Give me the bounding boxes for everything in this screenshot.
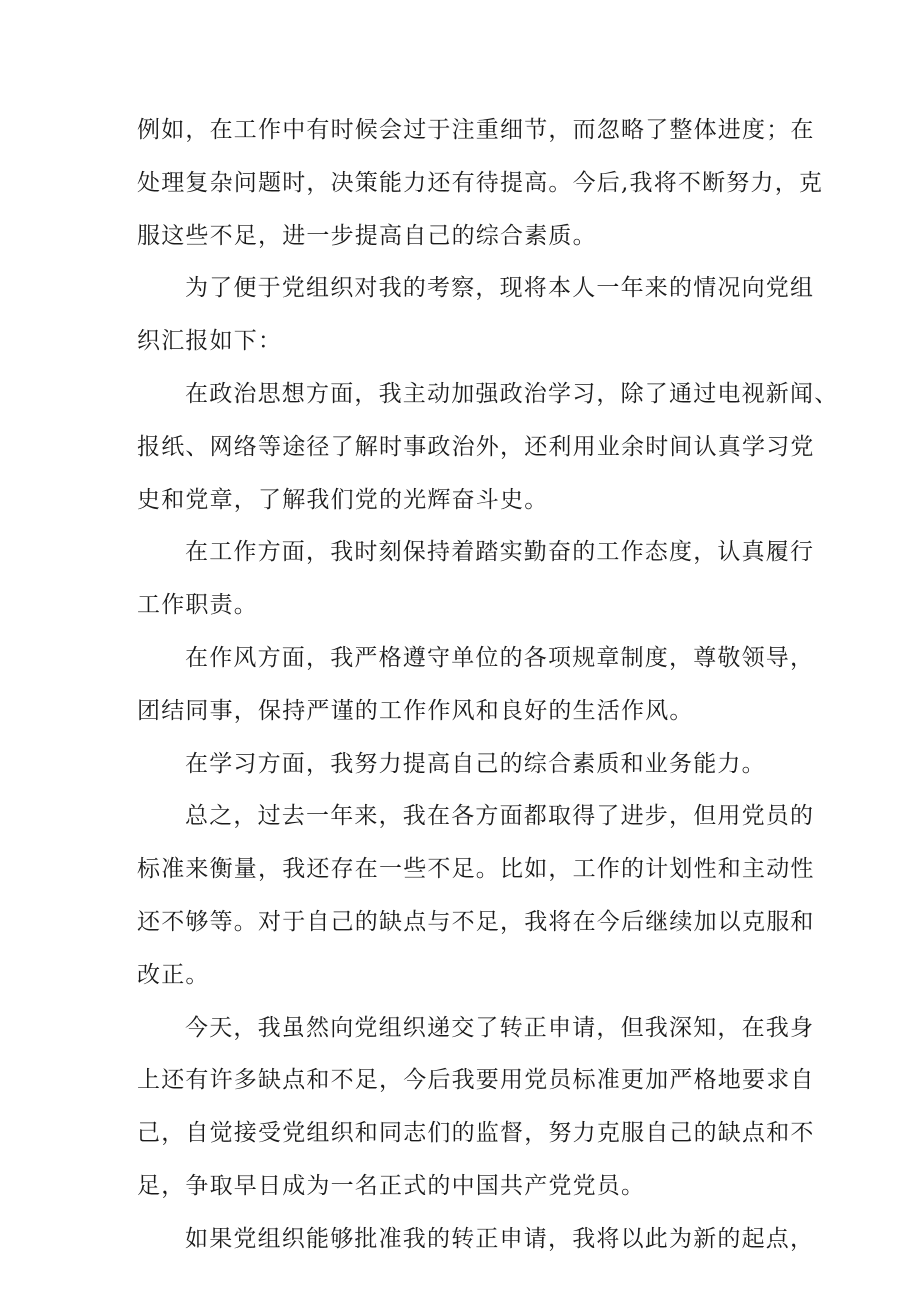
text-line: 在作风方面，我严格遵守单位的各项规章制度，尊敬领导， xyxy=(185,644,815,671)
paragraph-3 xyxy=(137,368,839,526)
text-line: 足，争取早日成为一名正式的中国共产党党员。 xyxy=(137,1172,646,1199)
text-line: 例如，在工作中有时候会过于注重细节，而忽略了整体进度；在 xyxy=(137,117,815,143)
text-line: 在工作方面，我时刻保持着踏实勤奋的工作态度，认真履行 xyxy=(185,539,815,566)
text-line: 总之，过去一年来，我在各方面都取得了进步，但用党员的 xyxy=(185,803,815,830)
text-line: 改正。 xyxy=(137,961,210,988)
paragraph-6 xyxy=(137,738,797,791)
text-line: 团结同事，保持严谨的工作作风和良好的生活作风。 xyxy=(137,697,694,724)
text-line: 织汇报如下： xyxy=(137,328,283,355)
text-line: 工作职责。 xyxy=(137,592,258,619)
text-line: 在学习方面，我努力提高自己的综合素质和业务能力。 xyxy=(185,750,766,777)
document-body xyxy=(137,104,839,1266)
paragraph-8 xyxy=(137,1002,815,1213)
text-line: 标准来衡量，我还存在一些不足。比如，工作的计划性和主动性 xyxy=(137,856,815,883)
text-line: 为了便于党组织对我的考察，现将本人一年来的情况向党组 xyxy=(185,275,815,302)
text-line: 史和党章，了解我们党的光辉奋斗史。 xyxy=(137,486,549,513)
text-line: 处理复杂问题时，决策能力还有待提高。今后,我将不断努力，克 xyxy=(137,169,824,196)
text-line: 今天，我虽然向党组织递交了转正申请，但我深知，在我身 xyxy=(185,1014,815,1041)
text-line: 如果党组织能够批准我的转正申请，我将以此为新的起点， xyxy=(185,1225,815,1252)
paragraph-1 xyxy=(137,104,824,262)
text-line: 还不够等。对于自己的缺点与不足，我将在今后继续加以克服和 xyxy=(137,908,815,935)
text-line: 己，自觉接受党组织和同志们的监督，努力克服自己的缺点和不 xyxy=(137,1120,815,1147)
text-line: 服这些不足，进一步提高自己的综合素质。 xyxy=(137,222,597,249)
paragraph-9 xyxy=(137,1213,815,1266)
text-line: 上还有许多缺点和不足，今后我要用党员标准更加严格地要求自 xyxy=(137,1067,815,1094)
paragraph-4 xyxy=(137,526,815,632)
paragraph-7 xyxy=(137,790,815,1001)
paragraph-2 xyxy=(137,262,815,368)
paragraph-5 xyxy=(137,632,815,738)
text-line: 报纸、网络等途径了解时事政治外，还利用业余时间认真学习党 xyxy=(137,433,815,460)
text-line: 在政治思想方面，我主动加强政治学习，除了通过电视新闻、 xyxy=(185,380,839,407)
